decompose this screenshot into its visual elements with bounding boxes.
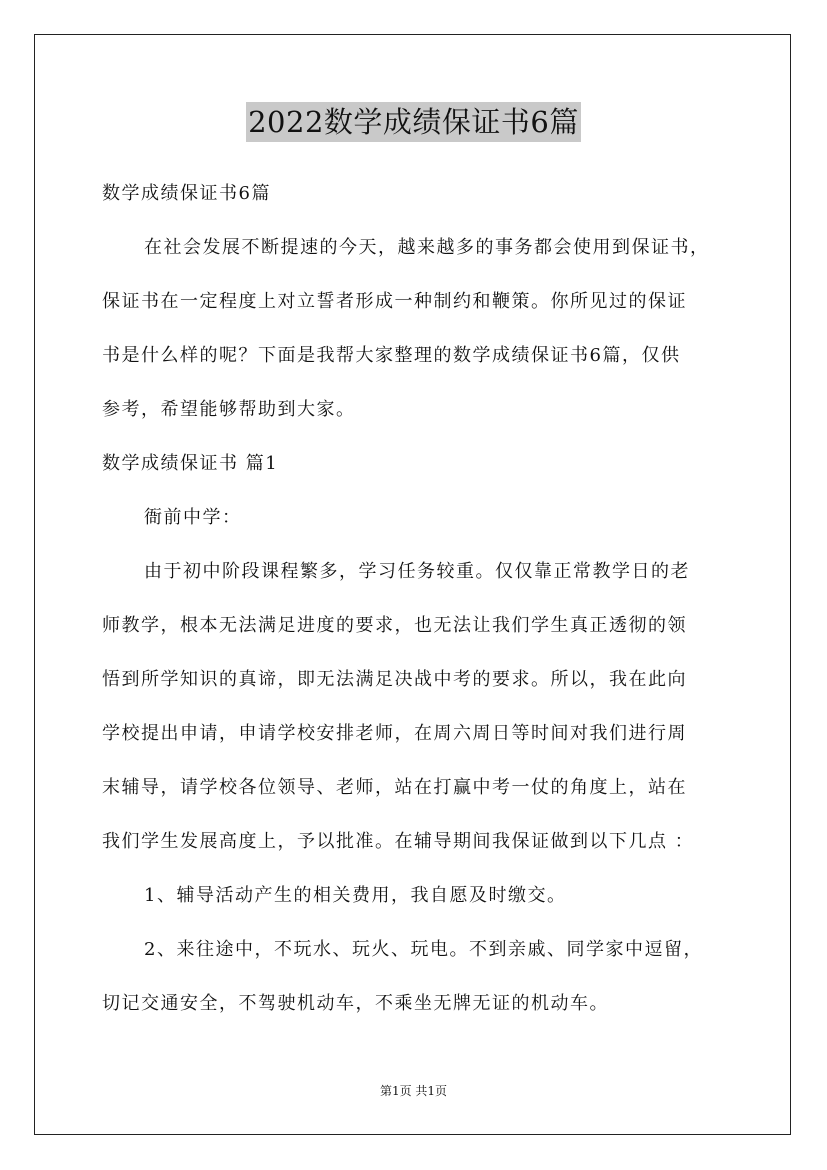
paragraph-line: 参考，希望能够帮助到大家。 — [102, 399, 356, 420]
paragraph-line: 末辅导，请学校各位领导、老师，站在打赢中考一仗的角度上，站在 — [102, 777, 687, 798]
paragraph-line: 在社会发展不断提速的今天，越来越多的事务都会使用到保证书， — [144, 237, 710, 258]
subtitle: 数学成绩保证书6篇 — [102, 183, 271, 204]
paragraph-line: 我们学生发展高度上，予以批准。在辅导期间我保证做到以下几点 ： — [102, 831, 695, 852]
paragraph-line: 保证书在一定程度上对立誓者形成一种制约和鞭策。你所见过的保证 — [102, 291, 687, 312]
paragraph-line: 师教学，根本无法满足进度的要求，也无法让我们学生真正透彻的领 — [102, 615, 687, 636]
title-container — [0, 102, 827, 142]
document-title: 2022数学成绩保证书6篇 — [246, 102, 581, 142]
paragraph-line: 学校提出申请，申请学校安排老师，在周六周日等时间对我们进行周 — [102, 723, 687, 744]
paragraph-line: 书是什么样的呢？下面是我帮大家整理的数学成绩保证书6篇，仅供 — [102, 345, 681, 366]
list-item: 1、辅导活动产生的相关费用，我自愿及时缴交。 — [144, 885, 567, 906]
paragraph-line: 切记交通安全，不驾驶机动车，不乘坐无牌无证的机动车。 — [102, 993, 609, 1014]
paragraph-line: 悟到所学知识的真谛，即无法满足决战中考的要求。所以，我在此向 — [102, 669, 687, 690]
page-footer: 第1页 共1页 — [379, 1084, 448, 1098]
paragraph-line: 由于初中阶段课程繁多，学习任务较重。仅仅靠正常教学日的老 — [144, 561, 690, 582]
section-heading: 数学成绩保证书 篇1 — [102, 453, 279, 474]
list-item: 2、来往途中，不玩水、玩火、玩电。不到亲戚、同学家中逗留， — [144, 939, 703, 960]
salutation: 衙前中学： — [144, 507, 242, 528]
